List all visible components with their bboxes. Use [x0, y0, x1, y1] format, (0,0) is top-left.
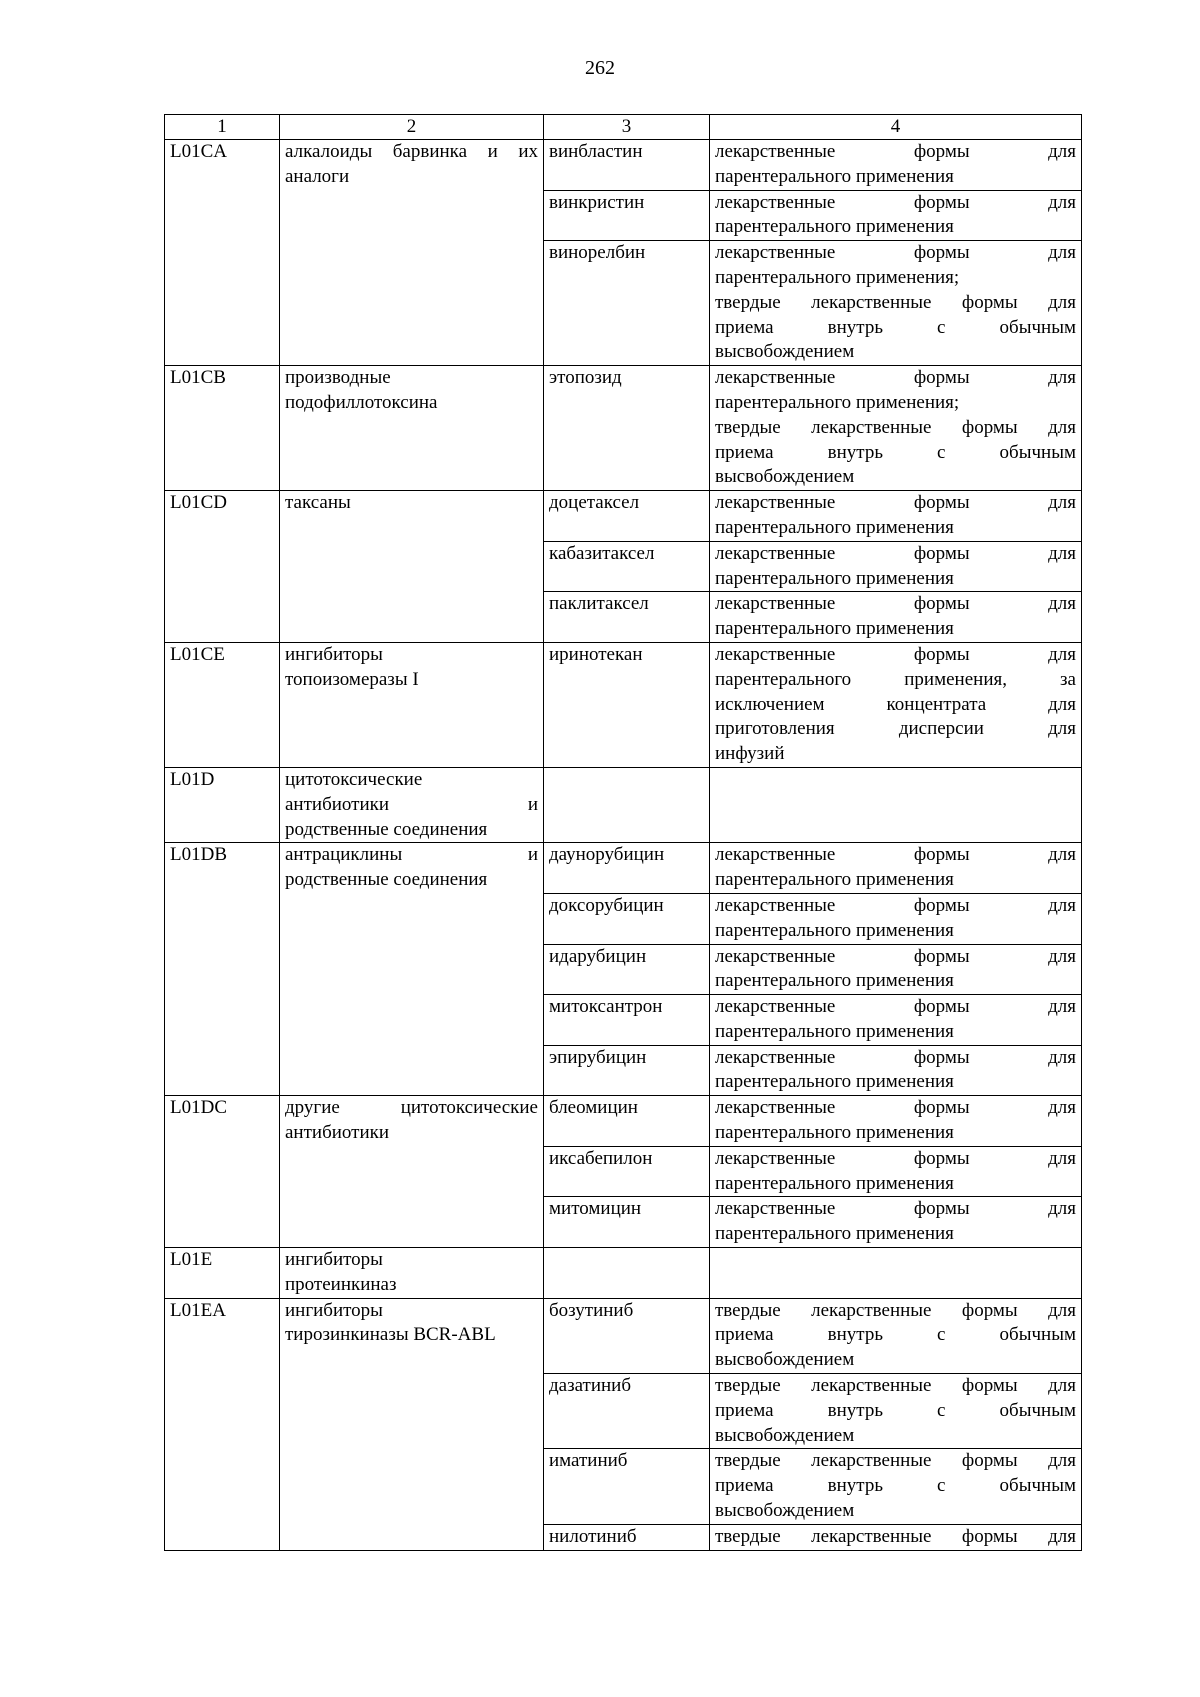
drug-name-cell: митоксантрон: [544, 995, 710, 1046]
table-row: [165, 140, 1082, 191]
table-row: [165, 1248, 1082, 1299]
dosage-form-cell: лекарственные формы для парентерального применения: [710, 944, 1082, 995]
dosage-form-cell: лекарственные формы для парентерального применения: [710, 140, 1082, 191]
dosage-form-cell: твердые лекарственные формы для приема внутрь с обычным высвобождением: [710, 1449, 1082, 1524]
drug-name-cell: [544, 1248, 710, 1299]
column-header: 3: [544, 115, 710, 140]
atc-code-cell: L01CD: [165, 491, 280, 643]
table-row: [165, 366, 1082, 491]
group-name-cell: антрациклины и родственные соединения: [280, 843, 544, 1096]
atc-code-cell: L01DC: [165, 1096, 280, 1248]
page-number: 262: [585, 57, 615, 79]
drug-name-cell: иксабепилон: [544, 1146, 710, 1197]
group-name-cell: алкалоиды барвинка и их аналоги: [280, 140, 544, 366]
drug-name-cell: винорелбин: [544, 241, 710, 366]
dosage-form-cell: лекарственные формы для парентерального применения: [710, 491, 1082, 542]
dosage-form-cell: лекарственные формы для парентерального применения: [710, 995, 1082, 1046]
dosage-form-cell: [710, 767, 1082, 842]
drug-name-cell: доцетаксел: [544, 491, 710, 542]
table-row: [165, 1298, 1082, 1373]
atc-code-cell: L01CB: [165, 366, 280, 491]
drug-name-cell: [544, 767, 710, 842]
group-name-cell: другие цитотоксические антибиотики: [280, 1096, 544, 1248]
dosage-form-cell: лекарственные формы для парентерального применения: [710, 592, 1082, 643]
dosage-form-cell: лекарственные формы для парентерального применения: [710, 843, 1082, 894]
drug-name-cell: винкристин: [544, 190, 710, 241]
drug-name-cell: винбластин: [544, 140, 710, 191]
table-row: [165, 767, 1082, 842]
group-name-cell: ингибиторы протеинкиназ: [280, 1248, 544, 1299]
column-header: 4: [710, 115, 1082, 140]
atc-code-cell: L01D: [165, 767, 280, 842]
dosage-form-cell: лекарственные формы для парентерального применения: [710, 541, 1082, 592]
atc-code-cell: L01CA: [165, 140, 280, 366]
drug-name-cell: этопозид: [544, 366, 710, 491]
atc-code-cell: L01CE: [165, 642, 280, 767]
table-header-row: [165, 115, 1082, 140]
dosage-form-cell: лекарственные формы для парентерального применения; твердые лекарственные формы для приема внутрь с обычным высвобождением: [710, 366, 1082, 491]
group-name-cell: ингибиторы тирозинкиназы BCR-ABL: [280, 1298, 544, 1550]
atc-code-cell: L01DB: [165, 843, 280, 1096]
dosage-form-cell: [710, 1248, 1082, 1299]
dosage-form-cell: лекарственные формы для парентерального применения: [710, 1146, 1082, 1197]
dosage-form-cell: твердые лекарственные формы для приема внутрь с обычным высвобождением: [710, 1298, 1082, 1373]
drug-table: [164, 114, 1082, 1551]
drug-name-cell: бозутиниб: [544, 1298, 710, 1373]
drug-name-cell: митомицин: [544, 1197, 710, 1248]
group-name-cell: цитотоксические антибиотики и родственные соединения: [280, 767, 544, 842]
drug-name-cell: доксорубицин: [544, 893, 710, 944]
column-header: 1: [165, 115, 280, 140]
dosage-form-cell: лекарственные формы для парентерального применения: [710, 893, 1082, 944]
dosage-form-cell: лекарственные формы для парентерального применения: [710, 1096, 1082, 1147]
table-row: [165, 642, 1082, 767]
table-row: [165, 843, 1082, 894]
drug-name-cell: даунорубицин: [544, 843, 710, 894]
group-name-cell: ингибиторы топоизомеразы I: [280, 642, 544, 767]
group-name-cell: производные подофиллотоксина: [280, 366, 544, 491]
group-name-cell: таксаны: [280, 491, 544, 643]
drug-name-cell: блеомицин: [544, 1096, 710, 1147]
drug-name-cell: иматиниб: [544, 1449, 710, 1524]
atc-code-cell: L01EA: [165, 1298, 280, 1550]
dosage-form-cell: лекарственные формы для парентерального применения: [710, 190, 1082, 241]
drug-name-cell: нилотиниб: [544, 1524, 710, 1550]
drug-name-cell: идарубицин: [544, 944, 710, 995]
atc-code-cell: L01E: [165, 1248, 280, 1299]
dosage-form-cell: твердые лекарственные формы для: [710, 1524, 1082, 1550]
table-row: [165, 1096, 1082, 1147]
drug-name-cell: эпирубицин: [544, 1045, 710, 1096]
dosage-form-cell: лекарственные формы для парентерального применения; твердые лекарственные формы для приема внутрь с обычным высвобождением: [710, 241, 1082, 366]
drug-name-cell: кабазитаксел: [544, 541, 710, 592]
dosage-form-cell: твердые лекарственные формы для приема внутрь с обычным высвобождением: [710, 1374, 1082, 1449]
dosage-form-cell: лекарственные формы для парентерального применения: [710, 1045, 1082, 1096]
drug-name-cell: паклитаксел: [544, 592, 710, 643]
table-row: [165, 491, 1082, 542]
column-header: 2: [280, 115, 544, 140]
drug-name-cell: дазатиниб: [544, 1374, 710, 1449]
drug-name-cell: иринотекан: [544, 642, 710, 767]
dosage-form-cell: лекарственные формы для парентерального применения, за исключением концентрата для приготовления дисперсии для инфузий: [710, 642, 1082, 767]
dosage-form-cell: лекарственные формы для парентерального применения: [710, 1197, 1082, 1248]
